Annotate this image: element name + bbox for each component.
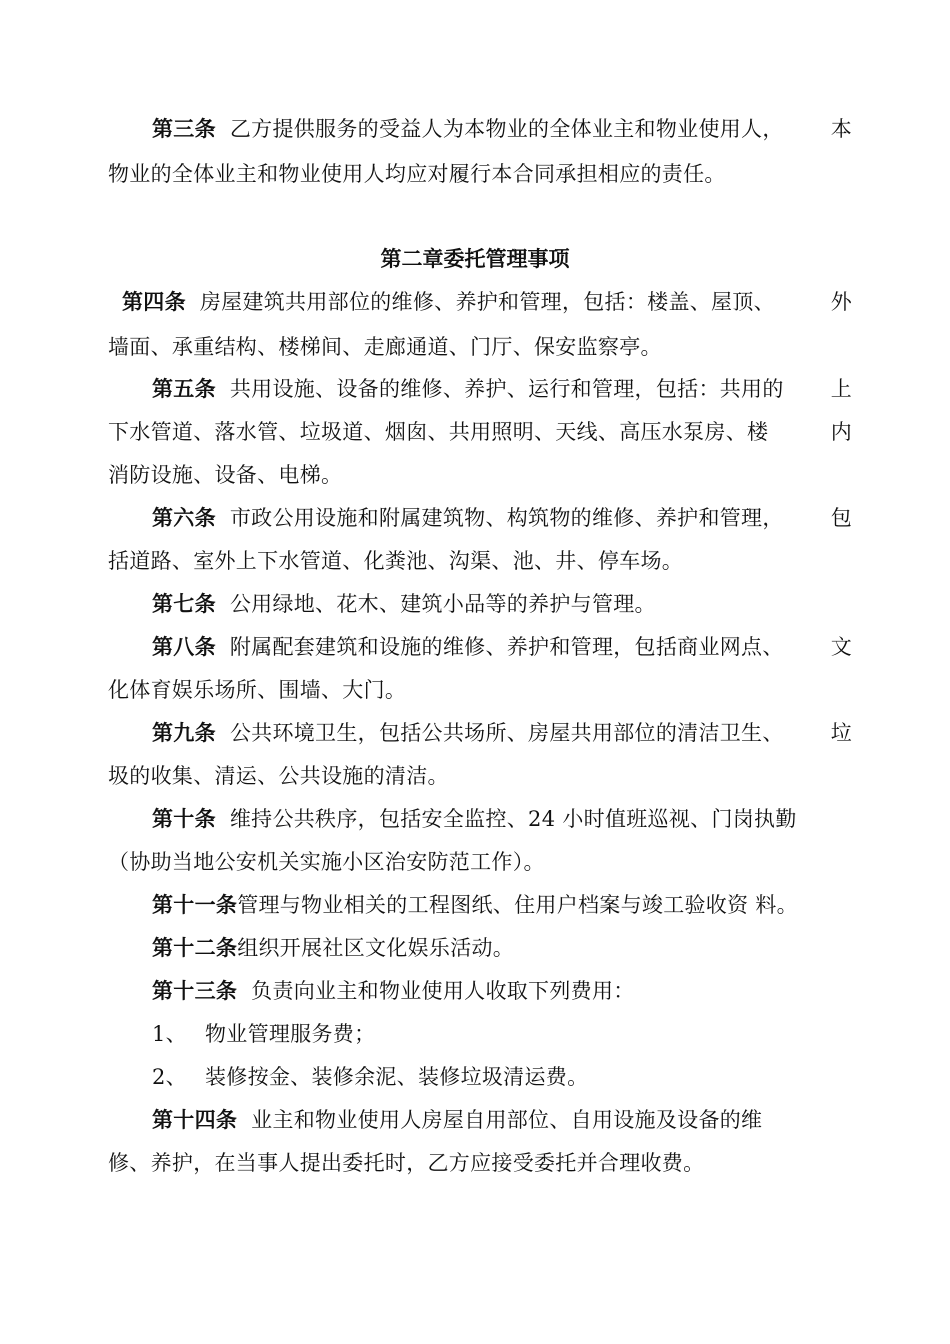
- article-13-line-1: [152, 977, 852, 1005]
- list-text: 物业管理服务费；: [204, 1022, 376, 1046]
- article-8-line-2: 化体育娱乐场所、围墙、大门。: [108, 678, 407, 702]
- article-text-tail: 外: [830, 290, 852, 314]
- article-label: 第十四条: [152, 1107, 238, 1132]
- fee-list-item: [152, 1020, 852, 1048]
- article-label: 第十一条: [152, 892, 238, 917]
- article-12-line-1: [152, 934, 852, 962]
- article-8-line-1: [152, 633, 852, 661]
- list-number: 1、: [152, 1022, 187, 1046]
- article-5-line-1: [152, 375, 852, 403]
- article-text: 维持公共秩序，包括安全监控、24 小时值班巡视、门岗执勤: [229, 807, 797, 831]
- article-label: 第八条: [152, 634, 216, 659]
- article-14-line-2: 修、养护，在当事人提出委托时，乙方应接受委托并合理收费。: [108, 1151, 705, 1175]
- article-label: 第十三条: [152, 978, 238, 1003]
- article-4-line-2: 墙面、承重结构、楼梯间、走廊通道、门厅、保安监察亭。: [108, 335, 662, 359]
- list-number: 2、: [152, 1065, 187, 1089]
- article-text: 下水管道、落水管、垃圾道、烟囱、共用照明、天线、高压水泵房、楼: [108, 420, 769, 444]
- article-3-line-1: [152, 115, 852, 143]
- article-text-tail: 文: [830, 635, 852, 659]
- article-text-tail: 内: [830, 420, 852, 444]
- article-4-line-1: [122, 288, 852, 316]
- article-label: 第九条: [152, 720, 216, 745]
- article-10-line-1: [152, 805, 852, 833]
- article-11-line-1: [152, 891, 852, 919]
- article-9-line-2: 圾的收集、清运、公共设施的清洁。: [108, 764, 449, 788]
- article-text: 附属配套建筑和设施的维修、养护和管理，包括商业网点、: [229, 635, 784, 659]
- article-label: 第六条: [152, 505, 216, 530]
- article-text-tail: 上: [830, 377, 852, 401]
- article-5-line-2: [108, 418, 852, 446]
- article-text: 业主和物业使用人房屋自用部位、自用设施及设备的维: [251, 1108, 763, 1132]
- article-9-line-1: [152, 719, 852, 747]
- article-label: 第五条: [152, 376, 216, 401]
- article-text: 公用绿地、花木、建筑小品等的养护与管理。: [229, 592, 656, 616]
- article-text: 管理与物业相关的工程图纸、住用户档案与竣工验收资 料。: [237, 893, 798, 917]
- article-text: 市政公用设施和附属建筑物、构筑物的维修、养护和管理，: [229, 506, 784, 530]
- chapter-title: 第二章委托管理事项: [380, 246, 570, 271]
- article-text-tail: 包: [830, 506, 852, 530]
- article-text: 公共环境卫生，包括公共场所、房屋共用部位的清洁卫生、: [229, 721, 784, 745]
- article-7-line-1: [152, 590, 852, 618]
- article-text: 负责向业主和物业使用人收取下列费用：: [251, 979, 635, 1003]
- article-text: 组织开展社区文化娱乐活动。: [237, 936, 515, 960]
- list-text: 装修按金、装修余泥、装修垃圾清运费。: [204, 1065, 589, 1089]
- fee-list-item: [152, 1063, 852, 1091]
- article-text-tail: 垃: [830, 721, 852, 745]
- article-label: 第四条: [122, 289, 186, 314]
- article-10-line-2: （协助当地公安机关实施小区治安防范工作）。: [108, 850, 545, 874]
- article-14-line-1: [152, 1106, 852, 1134]
- article-5-line-3: 消防设施、设备、电梯。: [108, 463, 343, 487]
- article-text: 房屋建筑共用部位的维修、养护和管理，包括：楼盖、屋顶、: [199, 290, 775, 314]
- article-3-line-2: 物业的全体业主和物业使用人均应对履行本合同承担相应的责任。: [108, 162, 726, 186]
- article-label: 第三条: [152, 116, 216, 141]
- article-text: 乙方提供服务的受益人为本物业的全体业主和物业使用人，: [229, 117, 784, 141]
- article-label: 第十二条: [152, 935, 238, 960]
- article-text-tail: 本: [830, 117, 852, 141]
- article-label: 第十条: [152, 806, 216, 831]
- article-6-line-2: 括道路、室外上下水管道、化粪池、沟渠、池、井、停车场。: [108, 549, 684, 573]
- article-6-line-1: [152, 504, 852, 532]
- article-label: 第七条: [152, 591, 216, 616]
- article-text: 共用设施、设备的维修、养护、运行和管理，包括：共用的: [229, 377, 784, 401]
